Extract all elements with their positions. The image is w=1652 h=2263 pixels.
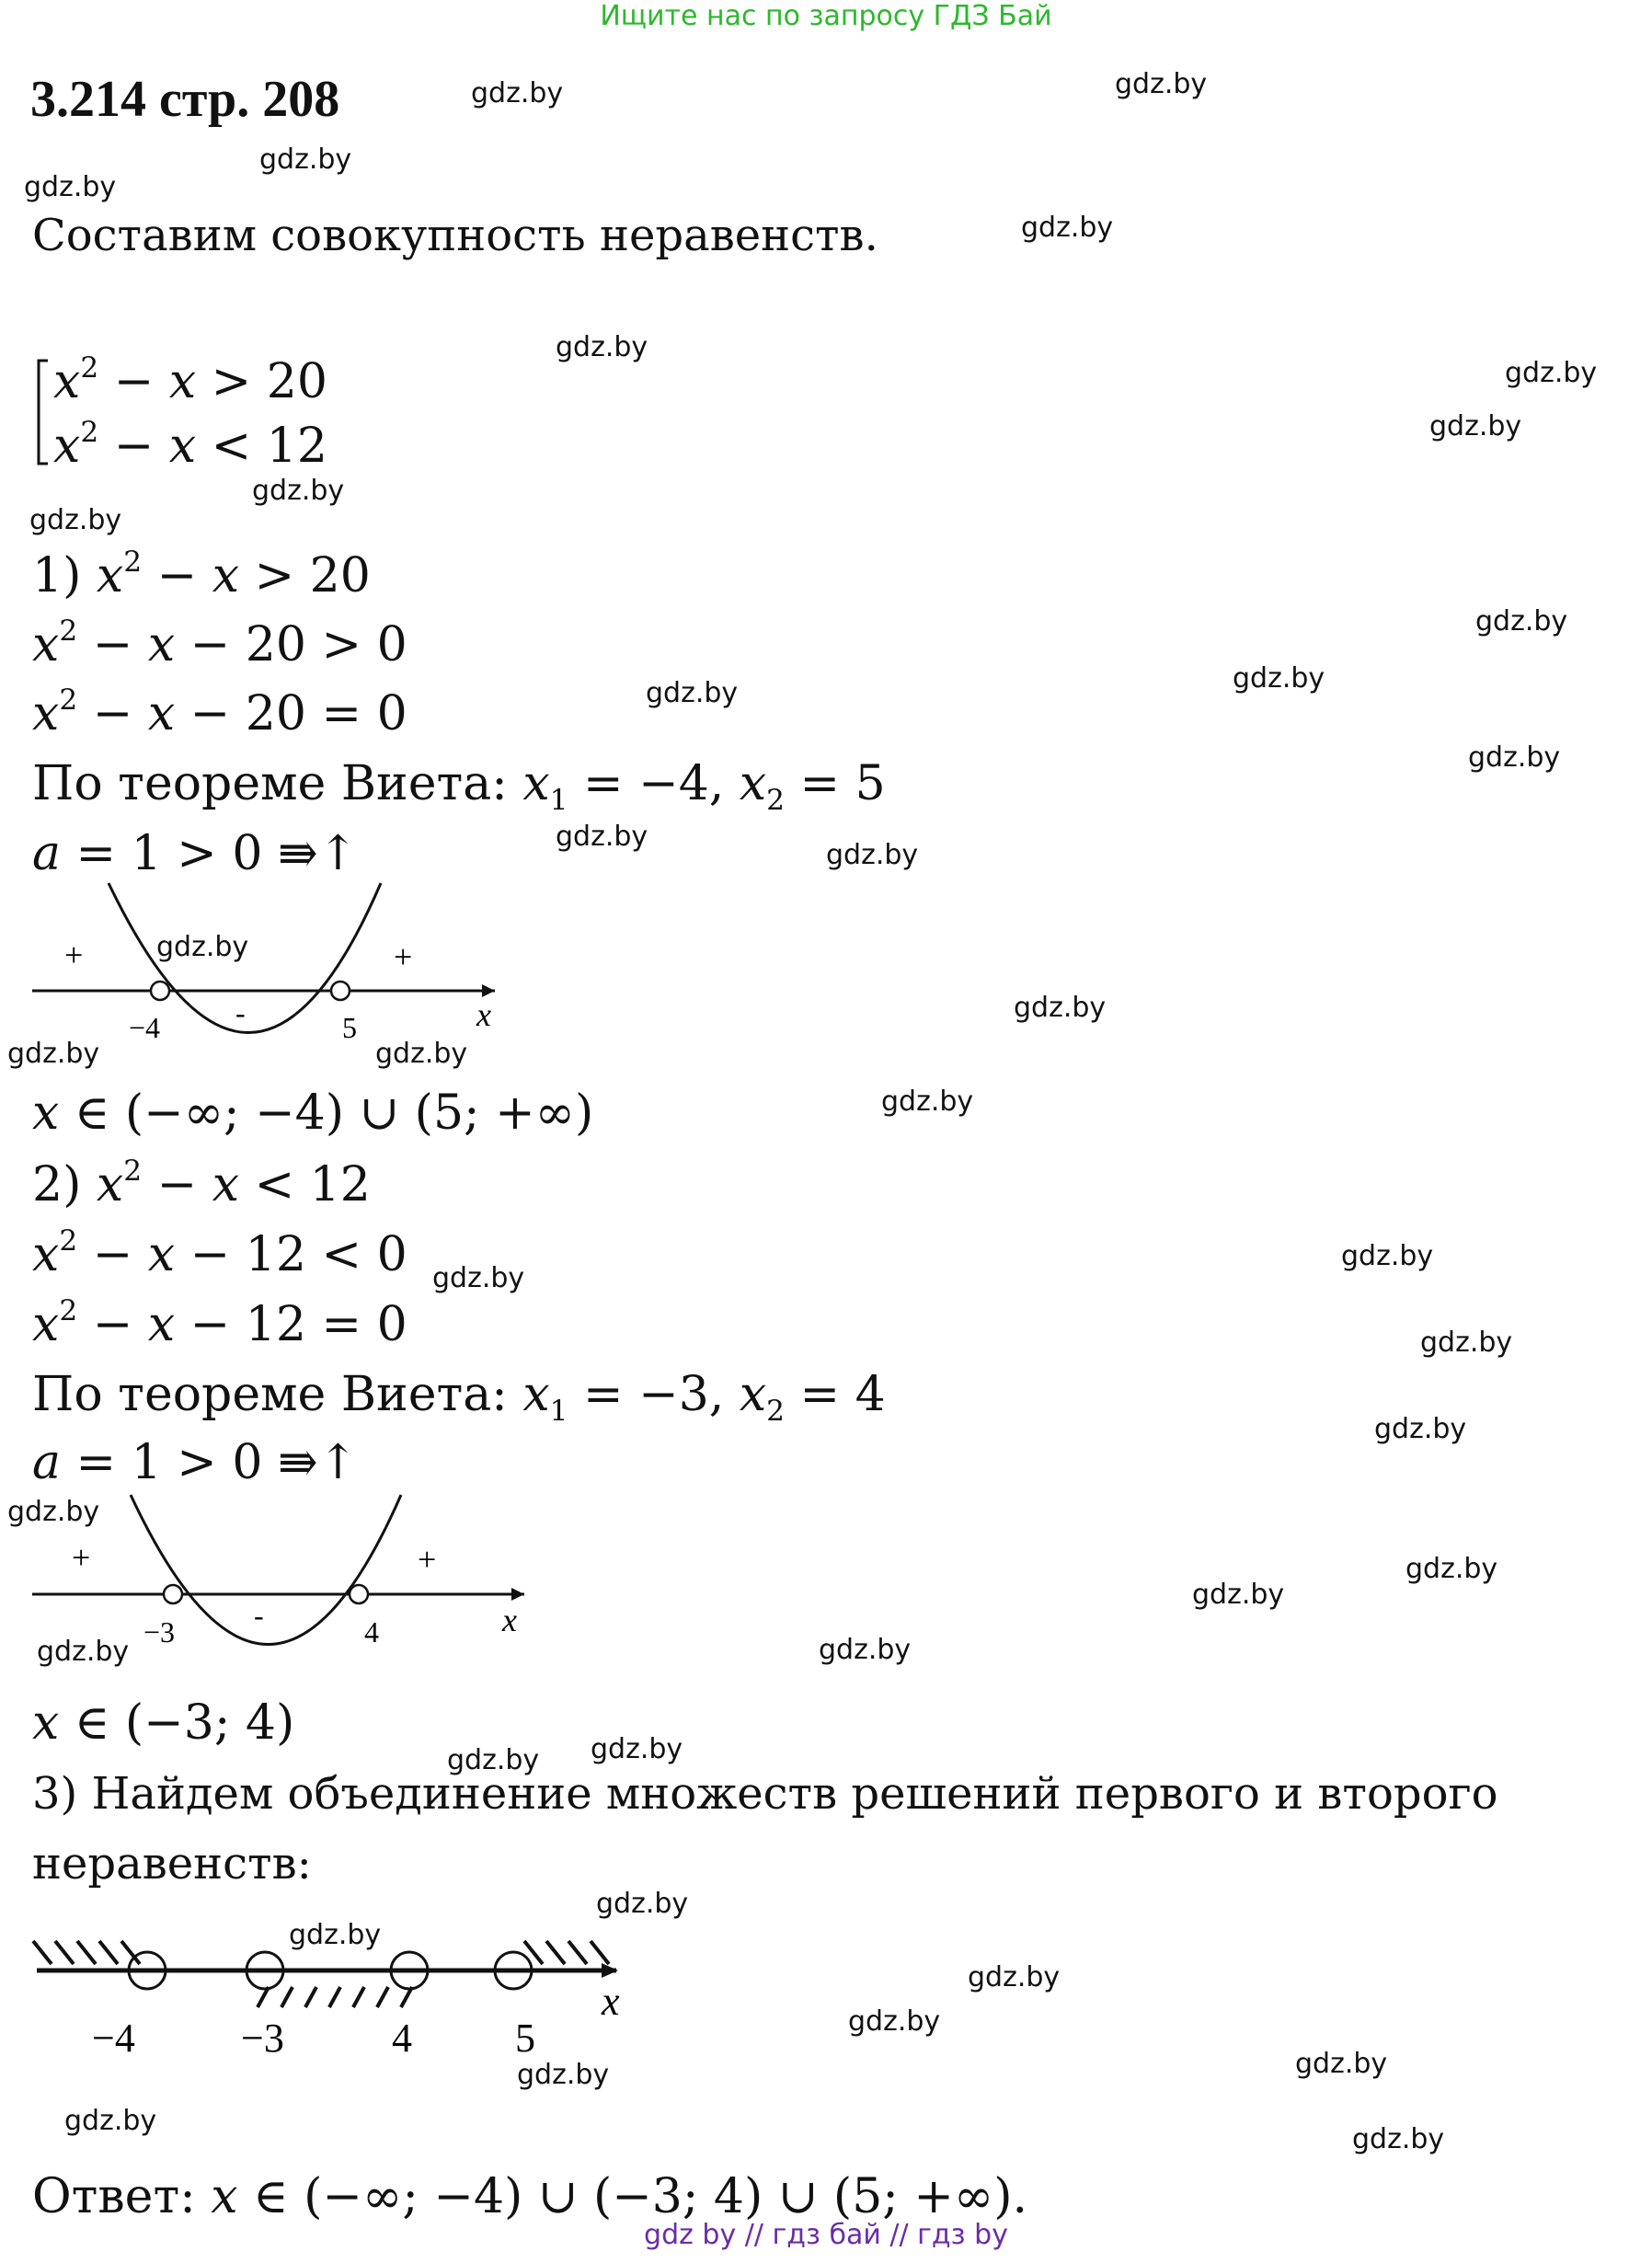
- axis-arrow: [602, 1963, 618, 1978]
- watermark: gdz.by: [24, 171, 117, 203]
- watermark: gdz.by: [826, 839, 919, 871]
- watermark: gdz.by: [1021, 212, 1114, 244]
- watermark: gdz.by: [1295, 2048, 1388, 2080]
- watermark: gdz.by: [556, 331, 648, 363]
- watermark: gdz.by: [1352, 2123, 1445, 2155]
- watermark: gdz.by: [156, 931, 249, 963]
- watermark: gdz.by: [471, 77, 564, 109]
- axis-arrow: [482, 984, 495, 997]
- watermark: gdz.by: [64, 2105, 157, 2137]
- sign-plus-right: +: [394, 938, 413, 975]
- intro-text: Составим совокупность неравенств.: [32, 210, 878, 261]
- watermark: gdz.by: [1468, 741, 1561, 774]
- part2-inequality: $x^2 - x - 12 < 0$: [32, 1224, 407, 1282]
- root-label-2: 5: [342, 1011, 357, 1044]
- watermark: gdz.by: [259, 144, 352, 176]
- watermark: gdz.by: [1475, 605, 1568, 638]
- page-title: 3.214 стр. 208: [30, 71, 340, 128]
- tick-label: 5: [515, 2016, 535, 2061]
- watermark: gdz.by: [596, 1888, 689, 1920]
- watermark: gdz.by: [1505, 357, 1598, 389]
- watermark: gdz.by: [591, 1733, 683, 1765]
- watermark: gdz.by: [447, 1744, 540, 1776]
- watermark: gdz.by: [29, 504, 122, 536]
- watermark: gdz.by: [1374, 1413, 1467, 1445]
- part1-equation: $x^2 - x - 20 = 0$: [32, 683, 407, 741]
- watermark: gdz.by: [1429, 410, 1522, 442]
- axis-label: x: [476, 996, 491, 1033]
- root-point: [164, 1585, 182, 1603]
- part2-heading: 2) $x^2 - x < 12$: [32, 1154, 371, 1212]
- watermark: gdz.by: [848, 2005, 941, 2038]
- part1-vieta: По теореме Виета: $x_1 = -4$, $x_2 = 5$: [32, 756, 886, 817]
- system-bracket: [33, 357, 52, 467]
- part3-line-1: 3) Найдем объединение множеств решений первого и второго: [32, 1768, 1498, 1820]
- part2-answer: x ∈ (−3; 4): [32, 1695, 295, 1751]
- watermark: gdz.by: [7, 1496, 100, 1528]
- watermark: gdz.by: [37, 1636, 130, 1668]
- watermark: gdz.by: [7, 1038, 100, 1070]
- watermark: gdz.by: [517, 2059, 610, 2091]
- watermark: gdz.by: [1115, 68, 1208, 100]
- system-line-2: $x^2 - x < 12$: [53, 416, 327, 474]
- watermark: gdz.by: [556, 821, 648, 853]
- root-label-2: 4: [364, 1615, 379, 1648]
- tick-label: 4: [392, 2016, 412, 2061]
- tick-label: −3: [241, 2016, 284, 2061]
- watermark: gdz.by: [1341, 1240, 1434, 1272]
- part3-line-2: неравенств:: [32, 1838, 312, 1890]
- axis-label: x: [602, 1979, 620, 2024]
- watermark: gdz.by: [968, 1961, 1061, 1993]
- axis-label: x: [502, 1602, 517, 1638]
- watermark: gdz.by: [432, 1262, 525, 1294]
- sign-minus: -: [254, 1599, 264, 1632]
- final-answer: Ответ: x ∈ (−∞; −4) ∪ (−3; 4) ∪ (5; +∞).: [32, 2169, 1028, 2224]
- part2-equation: $x^2 - x - 12 = 0$: [32, 1294, 407, 1352]
- sign-plus-right: +: [418, 1541, 437, 1578]
- root-point: [151, 982, 169, 1000]
- tick-label: −4: [92, 2016, 135, 2061]
- footer-links[interactable]: gdz by // гдз бай // гдз by: [644, 2219, 1008, 2251]
- system-line-1: $x^2 - x > 20$: [53, 351, 327, 409]
- sign-minus: -: [235, 996, 246, 1029]
- part1-inequality: $x^2 - x - 20 > 0$: [32, 615, 407, 672]
- root-label-1: −3: [143, 1615, 176, 1648]
- watermark: gdz.by: [881, 1086, 974, 1118]
- watermark: gdz.by: [375, 1038, 468, 1070]
- root-point: [331, 982, 350, 1000]
- part1-heading: 1) $x^2 - x > 20$: [32, 546, 371, 603]
- watermark: gdz.by: [1192, 1579, 1285, 1611]
- part2-leading-coefficient: a = 1 > 0 ⇛↑: [32, 1435, 359, 1490]
- root-point: [350, 1585, 368, 1603]
- sign-plus-left: +: [72, 1539, 91, 1576]
- part2-vieta: По теореме Виета: $x_1 = -3$, $x_2 = 4$: [32, 1367, 886, 1428]
- axis-arrow: [511, 1588, 524, 1601]
- part1-answer: x ∈ (−∞; −4) ∪ (5; +∞): [32, 1086, 594, 1141]
- watermark: gdz.by: [1233, 662, 1325, 695]
- watermark: gdz.by: [289, 1919, 382, 1951]
- part1-leading-coefficient: a = 1 > 0 ⇛↑: [32, 826, 359, 881]
- watermark: gdz.by: [819, 1634, 912, 1666]
- sign-plus-left: +: [64, 936, 84, 973]
- watermark: gdz.by: [1405, 1553, 1498, 1585]
- root-label-1: −4: [129, 1011, 161, 1044]
- watermark: gdz.by: [646, 677, 739, 709]
- top-banner-link[interactable]: Ищите нас по запросу ГДЗ Бай: [600, 0, 1052, 32]
- watermark: gdz.by: [252, 475, 345, 507]
- watermark: gdz.by: [1420, 1327, 1513, 1359]
- watermark: gdz.by: [1014, 992, 1107, 1024]
